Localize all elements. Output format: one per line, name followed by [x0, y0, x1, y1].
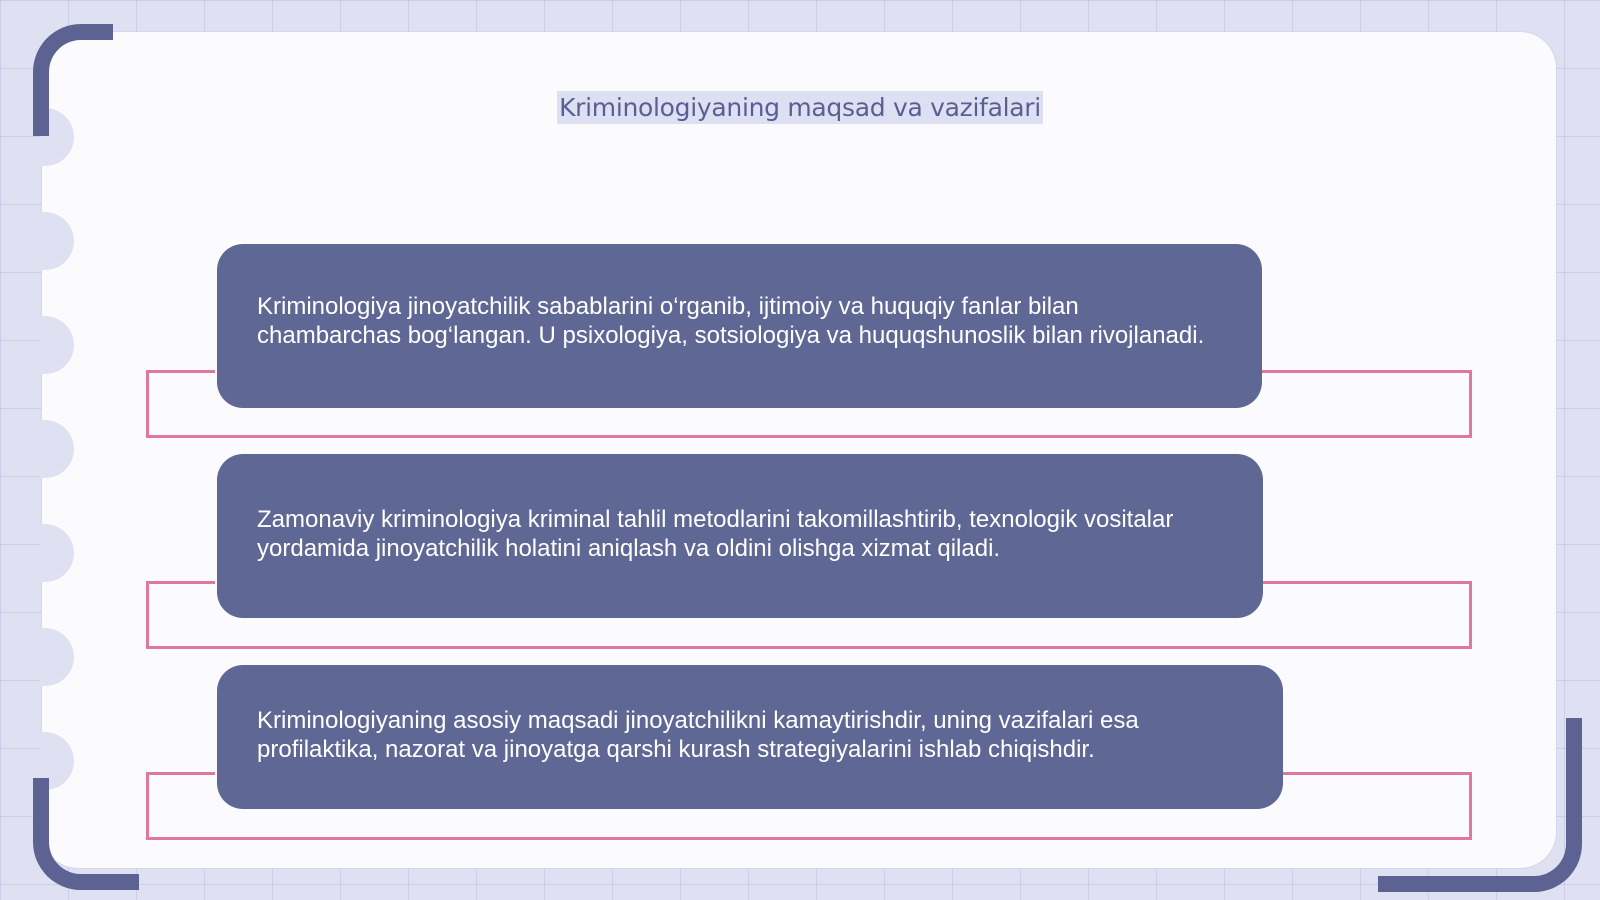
- slide-title-text: Kriminologiyaning maqsad va vazifalari: [559, 93, 1041, 122]
- corner-bracket-bottom-left: [33, 778, 139, 890]
- content-box-1: [217, 244, 1262, 408]
- content-box-3-text: Kriminologiyaning asosiy maqsadi jinoyatchilikni kamaytirishdir, uning vazifalari esa profilaktika, nazorat va jinoyatga qarshi kurash strategiyalarini ishlab chiqishdir.: [257, 707, 1139, 763]
- content-box-3: [217, 665, 1283, 809]
- content-box-2: [217, 454, 1263, 618]
- content-box-2-text: Zamonaviy kriminologiya kriminal tahlil metodlarini takomillashtirib, texnologik vositalar yordamida jinoyatchilik holatini aniqlash va oldini olishga xizmat qiladi.: [257, 506, 1174, 562]
- slide-title: [0, 93, 1600, 122]
- content-box-1-text: Kriminologiya jinoyatchilik sabablarini o‘rganib, ijtimoiy va huquqiy fanlar bilan chambarchas bog‘langan. U psixologiya, sotsiologiya va huquqshunoslik bilan rivojlanadi.: [257, 293, 1205, 349]
